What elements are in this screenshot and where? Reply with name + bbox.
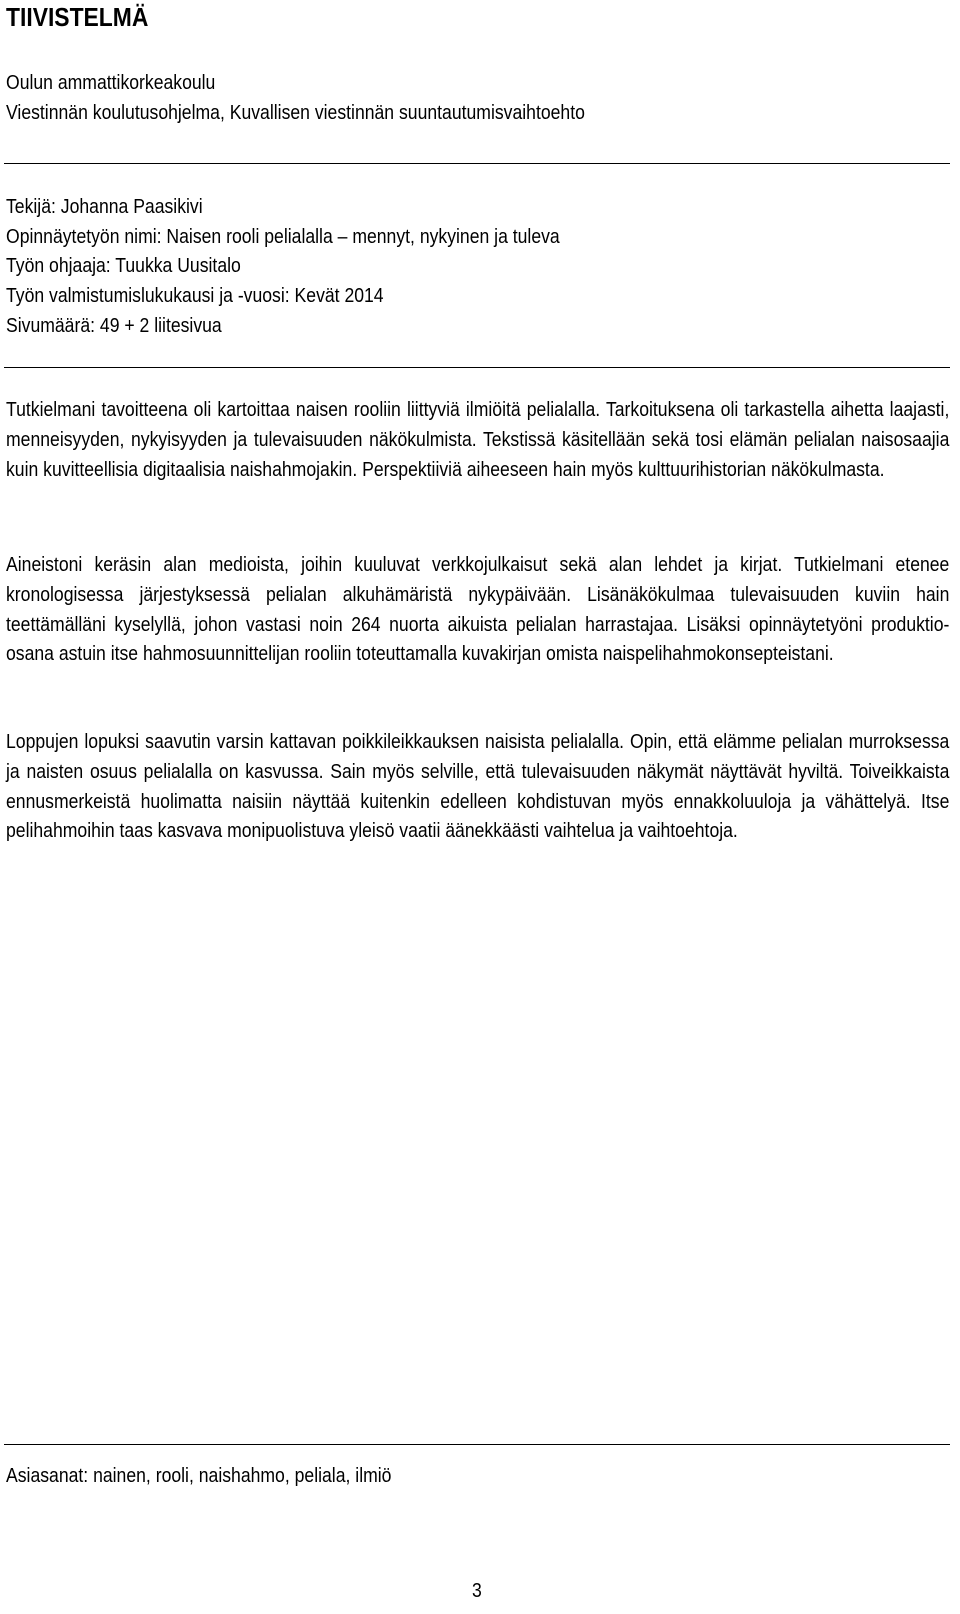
term-line: Työn valmistumislukukausi ja -vuosi: Kevät 2014 xyxy=(6,285,384,307)
supervisor-line: Työn ohjaaja: Tuukka Uusitalo xyxy=(6,255,241,277)
thesis-name-line: Opinnäytetyön nimi: Naisen rooli pelialalla – mennyt, nykyinen ja tuleva xyxy=(6,226,560,248)
page-number: 3 xyxy=(472,1580,482,1602)
abstract-paragraph-1: Tutkielmani tavoitteena oli kartoittaa naisen rooliin liittyviä ilmiöitä pelialalla. Tarkoituksena oli tarkastella aihetta laajasti, menneisyyden, nykyisyyden ja tulevaisuuden näkökulmista. Tekstissä käsitellään sekä tosi elämän pelialan naisosaajia kuin kuvitteellisia digitaalisia naishahmojakin. Perspektiiviä aiheeseen hain myös kulttuurihistorian näkökulmasta. xyxy=(6,399,950,481)
abstract-paragraph-2: Aineistoni keräsin alan medioista, joihin kuuluvat verkkojulkaisut sekä alan lehdet ja kirjat. Tutkielmani etenee kronologisessa järjestyksessä pelialan alkuhämäristä nykypäivään. Lisänäkökulmaa tulevaisuuden kuviin hain teettämälläni kyselyllä, johon vastasi noin 264 nuorta aikuista pelialan harrastajaa. Lisäksi opinnäytetyöni produktio-osana astuin itse hahmosuunnittelijan rooliin toteuttamalla kuvakirjan omista naispelihahmokonsepteistani. xyxy=(6,554,950,666)
divider-bottom xyxy=(4,1444,950,1445)
divider-middle xyxy=(4,367,950,368)
school-name: Oulun ammattikorkeakoulu xyxy=(6,72,216,94)
abstract-paragraph-3: Loppujen lopuksi saavutin varsin kattavan poikkileikkauksen naisista pelialalla. Opin, että elämme pelialan murroksessa ja naisten osuus pelialalla on kasvussa. Sain myös selville, että tulevaisuuden näkymät näyttävät hyviltä. Toiveikkaista ennusmerkeistä huolimatta naisiin näyttää kuitenkin edelleen kohdistuvan myös ennakkoluuloja ja vähättelyä. Itse pelihahmoihin taas kasvava monipuolistuva yleisö vaatii äänekkäästi vaihtelua ja vaihtoehtoja. xyxy=(6,731,950,843)
pages-line: Sivumäärä: 49 + 2 liitesivua xyxy=(6,315,222,337)
program-name: Viestinnän koulutusohjelma, Kuvallisen viestinnän suuntautumisvaihtoehto xyxy=(6,102,585,124)
keywords-line: Asiasanat: nainen, rooli, naishahmo, peliala, ilmiö xyxy=(6,1465,392,1487)
page-title: TIIVISTELMÄ xyxy=(6,2,149,32)
author-line: Tekijä: Johanna Paasikivi xyxy=(6,196,203,218)
divider-top xyxy=(4,163,950,164)
